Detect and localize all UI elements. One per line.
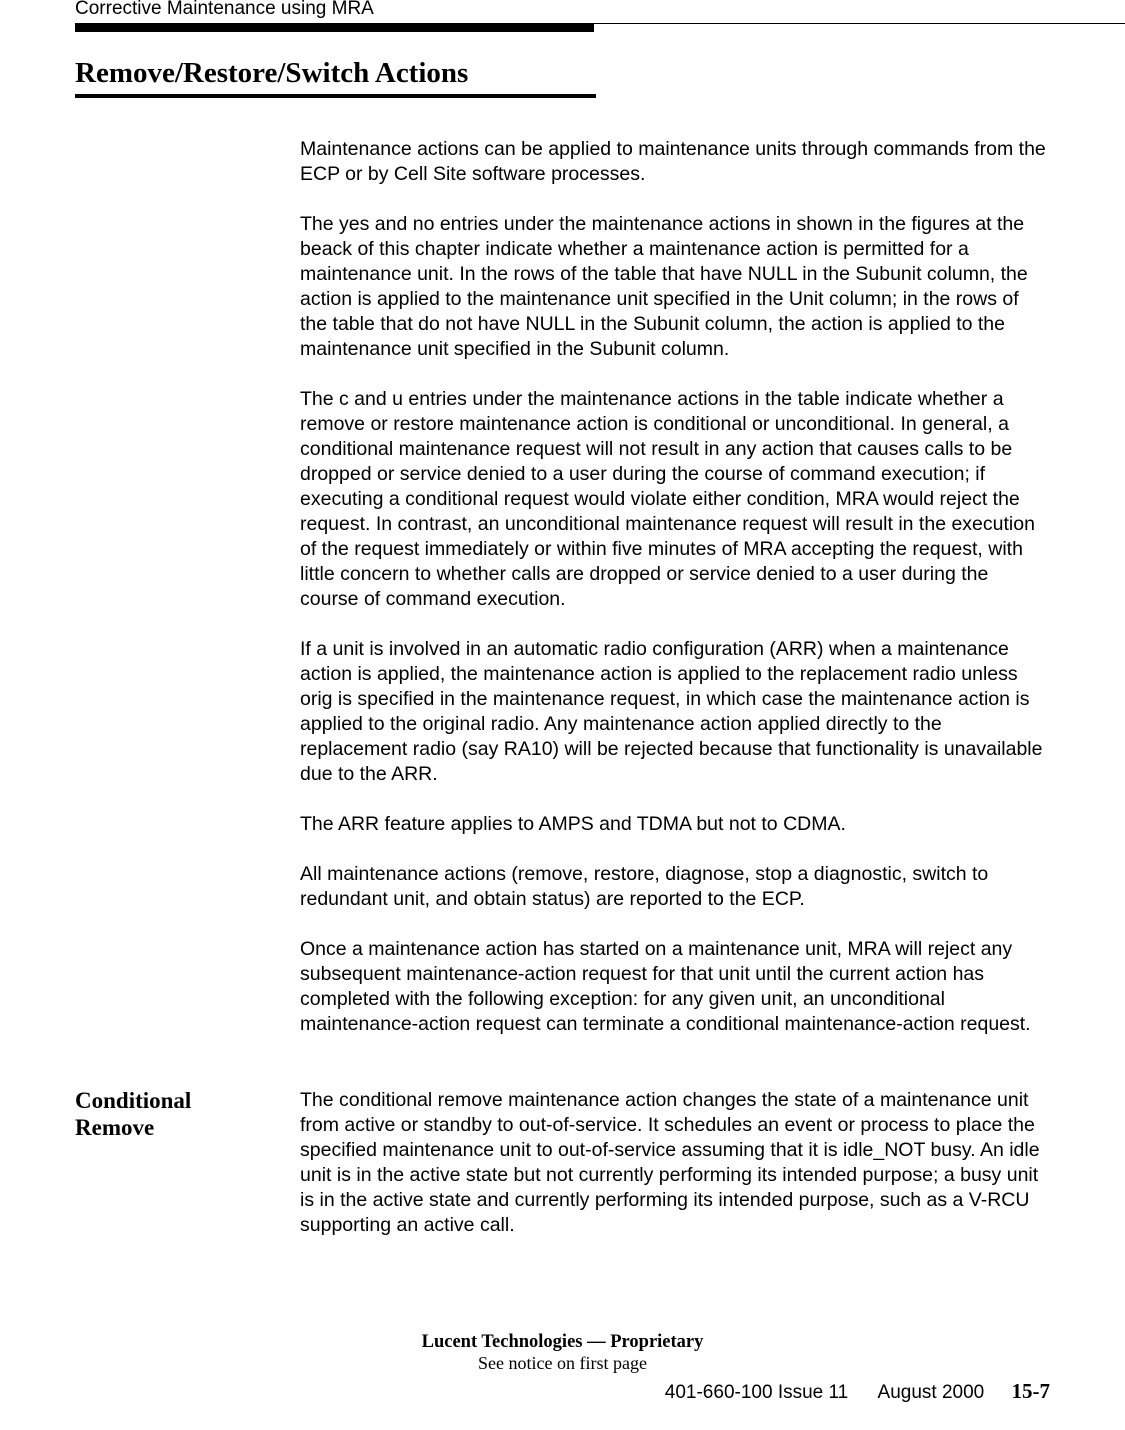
page-number: 15-7 [1011, 1379, 1050, 1403]
body-paragraph: Once a maintenance action has started on a maintenance unit, MRA will reject any subsequent maintenance-action request for that unit until the current action has completed with the following exception: for any given unit, an unconditional maintenance-action request can terminate a conditional maintenance-action request. [300, 938, 1031, 1035]
footer-meta [665, 1378, 1050, 1406]
footer-notice: See notice on first page [478, 1353, 647, 1373]
section-title: Remove/Restore/Switch Actions [75, 57, 469, 89]
body-paragraph: The c and u entries under the maintenance actions in the table indicate whether a remove or restore maintenance action is conditional or unconditional. In general, a conditional maintenance request will not result in any action that causes calls to be dropped or service denied to a user during the course of command execution; if executing a conditional request would violate either condition, MRA would reject the request. In contrast, an unconditional maintenance request will result in the execution of the request immediately or within five minutes of MRA accepting the request, with little concern to whether calls are dropped or service denied to a user during the course of command execution. [300, 388, 1035, 610]
footer-company: Lucent Technologies — Proprietary [421, 1332, 704, 1352]
section-title-rule [75, 94, 596, 98]
body-paragraph: All maintenance actions (remove, restore, diagnose, stop a diagnostic, switch to redundant unit, and obtain status) are reported to the ECP. [300, 863, 989, 910]
body-paragraph: Maintenance actions can be applied to maintenance units through commands from the ECP or by Cell Site software processes. [300, 138, 1046, 185]
body-paragraph: If a unit is involved in an automatic radio configuration (ARR) when a maintenance action is applied, the maintenance action is applied to the replacement radio unless orig is specified in the maintenance request, in which case the maintenance action is applied to the original radio. Any maintenance action applied directly to the replacement radio (say RA10) will be rejected because that functionality is unavailable due to the ARR. [300, 638, 1043, 785]
body-paragraph: The conditional remove maintenance action changes the state of a maintenance unit from active or standby to out-of-service. It schedules an event or process to place the specified maintenance unit to out-of-service assuming that it is idle_NOT busy. An idle unit is in the active state but not currently performing its intended purpose; a busy unit is in the active state and currently performing its intended purpose, such as a V-RCU supporting an active call. [300, 1089, 1040, 1236]
body-paragraph: The yes and no entries under the maintenance actions in shown in the figures at the beack of this chapter indicate whether a maintenance action is permitted for a maintenance unit. In the rows of the table that have NULL in the Subunit column, the action is applied to the maintenance unit specified in the Unit column; in the rows of the table that do not have NULL in the Subunit column, the action is applied to the maintenance unit specified in the Subunit column. [300, 213, 1028, 360]
document-number: 401-660-100 Issue 11 [664, 1382, 849, 1403]
subsection-body [300, 1088, 1050, 1238]
section-body [300, 137, 1050, 1037]
header-bar [75, 24, 594, 32]
body-paragraph: The ARR feature applies to AMPS and TDMA but not to CDMA. [300, 813, 846, 835]
running-header: Corrective Maintenance using MRA [75, 0, 374, 19]
issue-date: August 2000 [877, 1382, 985, 1403]
subsection-title: Conditional Remove [75, 1088, 192, 1140]
